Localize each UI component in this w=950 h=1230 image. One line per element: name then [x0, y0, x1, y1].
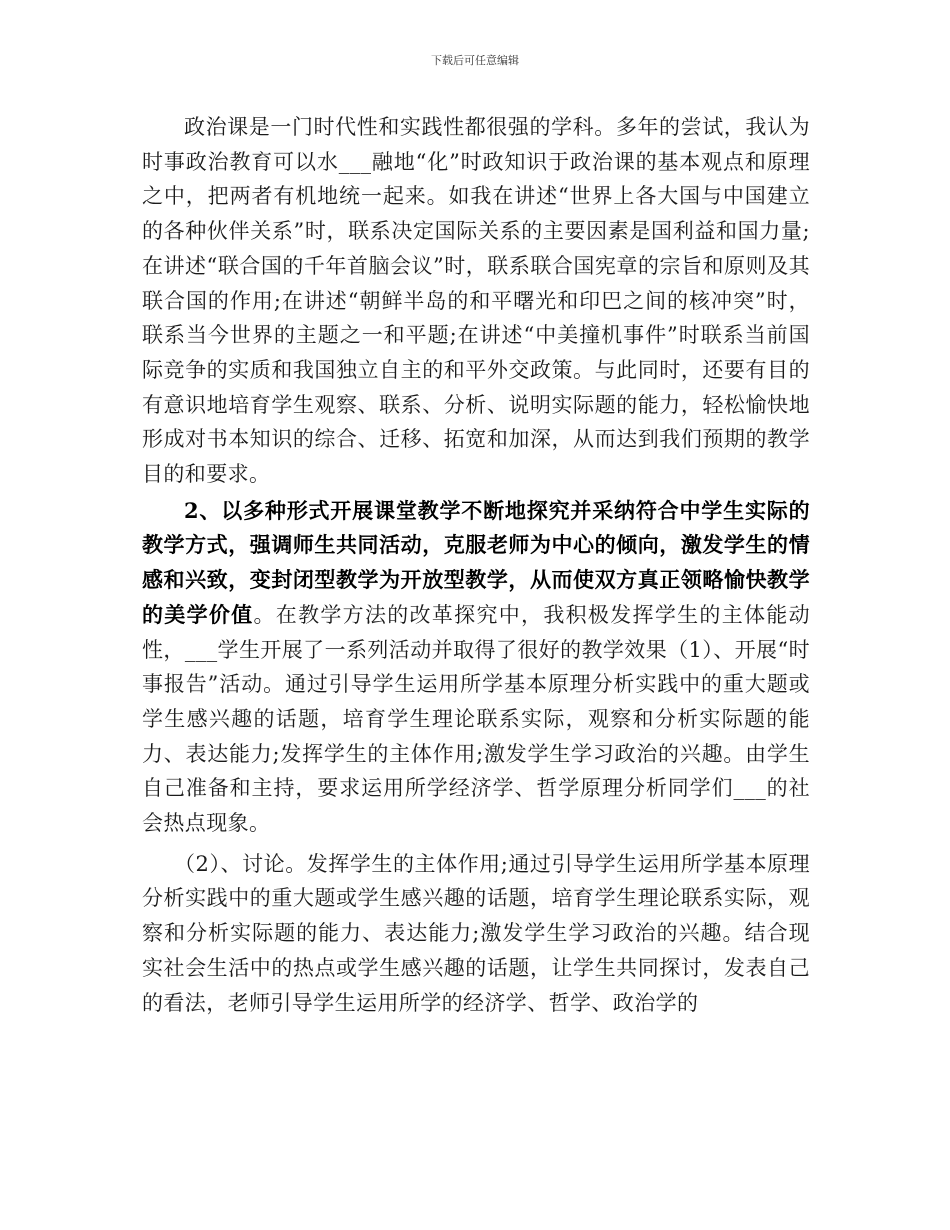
document-body: [142, 110, 810, 1020]
paragraph-3: （2）、讨论。发挥学生的主体作用;通过引导学生运用所学基本原理分析实践中的重大题或学生感兴趣的话题，培育学生理论联系实际，观察和分析实际题的能力、表达能力;激发学生学习政治的兴趣。结合现实社会生活中的热点或学生感兴趣的话题，让学生共同探讨，发表自己的看法，老师引导学生运用所学的经济学、哲学、政治学的: [142, 851, 810, 1015]
paragraph-2-body: 。在教学方法的改革探究中，我积极发挥学生的主体能动性，___学生开展了一系列活动并取得了很好的教学效果（1）、开展“时事报告”活动。通过引导学生运用所学基本原理分析实践中的重大题或学生感兴趣的话题，培育学生理论联系实际，观察和分析实际题的能力、表达能力;发挥学生的主体作用;激发学生学习政治的兴趣。由学生自己准备和主持，要求运用所学经济学、哲学原理分析同学们___的社会热点现象。: [142, 602, 810, 836]
paragraph-1: 政治课是一门时代性和实践性都很强的学科。多年的尝试，我认为时事政治教育可以水___融地“化”时政知识于政治课的基本观点和原理之中，把两者有机地统一起来。如我在讲述“世界上各大国与中国建立的各种伙伴关系”时，联系决定国际关系的主要因素是国利益和国力量;在讲述“联合国的千年首脑会议”时，联系联合国宪章的宗旨和原则及其联合国的作用;在讲述“朝鲜半岛的和平曙光和印巴之间的核冲突”时，联系当今世界的主题之一和平题;在讲述“中美撞机事件”时联系当前国际竞争的实质和我国独立自主的和平外交政策。与此同时，还要有目的有意识地培育学生观察、联系、分析、说明实际题的能力，轻松愉快地形成对书本知识的综合、迁移、拓宽和加深，从而达到我们预期的教学目的和要求。: [142, 115, 810, 487]
page-header: 下载后可任意编辑: [431, 54, 519, 67]
paragraph-2: [142, 494, 810, 841]
paragraph-2-bold-lead: 2、以多种形式开展课堂教学不断地探究并采纳符合中学生实际的教学方式，强调师生共同活动，克服老师为中心的倾向，激发学生的情感和兴致，变封闭型教学为开放型教学，从而使双方真正领略愉快教学的美学价值: [142, 497, 810, 627]
